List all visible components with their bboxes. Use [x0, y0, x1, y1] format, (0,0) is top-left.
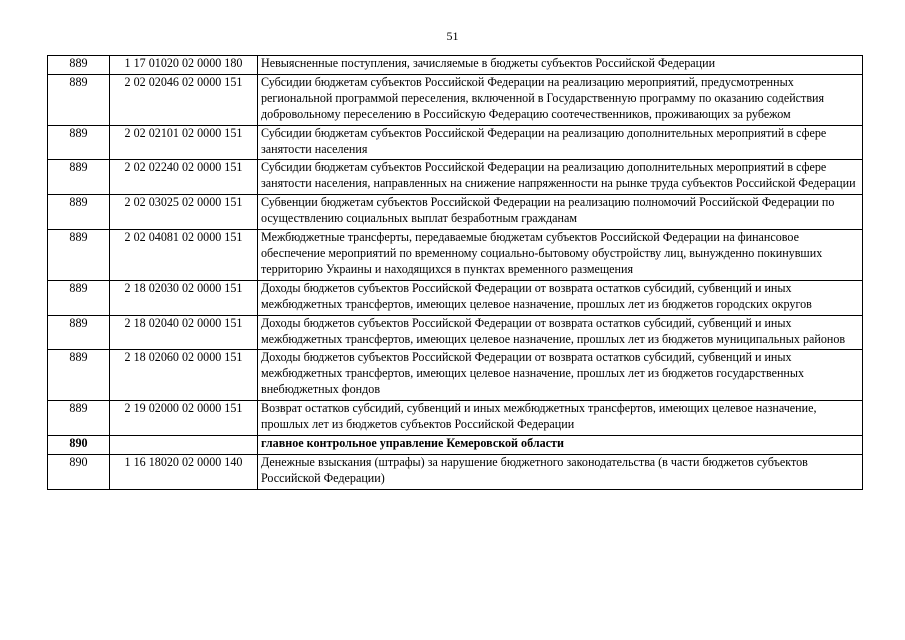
table-row: [48, 56, 863, 75]
admin-code-cell: 889: [48, 125, 110, 160]
table-row: [48, 280, 863, 315]
table-body: [48, 56, 863, 490]
table-row: [48, 435, 863, 454]
budget-code-cell: 1 17 01020 02 0000 180: [110, 56, 258, 75]
revenue-name-cell: Доходы бюджетов субъектов Российской Федерации от возврата остатков субсидий, субвенций и иных межбюджетных трансфертов, имеющих целевое назначение, прошлых лет из бюджетов муниципальных районов: [258, 315, 863, 350]
revenue-name-cell: Субсидии бюджетам субъектов Российской Федерации на реализацию дополнительных мероприятий в сфере занятости населения: [258, 125, 863, 160]
revenue-name-cell: Возврат остатков субсидий, субвенций и иных межбюджетных трансфертов, имеющих целевое назначение, прошлых лет из бюджетов субъектов Российской Федерации: [258, 401, 863, 436]
admin-code-cell: 890: [48, 435, 110, 454]
table-row: [48, 74, 863, 125]
admin-code-cell: 889: [48, 195, 110, 230]
revenue-name-cell: Денежные взыскания (штрафы) за нарушение бюджетного законодательства (в части бюджетов субъектов Российской Федерации): [258, 454, 863, 489]
revenue-name-cell: главное контрольное управление Кемеровской области: [258, 435, 863, 454]
admin-code-cell: 889: [48, 350, 110, 401]
revenue-name-cell: Невыясненные поступления, зачисляемые в бюджеты субъектов Российской Федерации: [258, 56, 863, 75]
table-row: [48, 401, 863, 436]
table-row: [48, 125, 863, 160]
admin-code-cell: 890: [48, 454, 110, 489]
budget-code-cell: 2 02 03025 02 0000 151: [110, 195, 258, 230]
admin-code-cell: 889: [48, 315, 110, 350]
budget-code-cell: 2 02 02101 02 0000 151: [110, 125, 258, 160]
admin-code-cell: 889: [48, 160, 110, 195]
budget-code-cell: 2 18 02060 02 0000 151: [110, 350, 258, 401]
table-row: [48, 454, 863, 489]
budget-code-cell: 2 18 02030 02 0000 151: [110, 280, 258, 315]
budget-classification-table: [47, 55, 863, 490]
admin-code-cell: 889: [48, 280, 110, 315]
revenue-name-cell: Субсидии бюджетам субъектов Российской Федерации на реализацию дополнительных мероприятий в сфере занятости населения, направленных на снижение напряженности на рынке труда субъектов Российской Федерации: [258, 160, 863, 195]
admin-code-cell: 889: [48, 401, 110, 436]
admin-code-cell: 889: [48, 74, 110, 125]
table-row: [48, 195, 863, 230]
revenue-name-cell: Доходы бюджетов субъектов Российской Федерации от возврата остатков субсидий, субвенций и иных межбюджетных трансфертов, имеющих целевое назначение, прошлых лет из бюджетов государственных внебюджетных фондов: [258, 350, 863, 401]
budget-code-cell: 2 02 02240 02 0000 151: [110, 160, 258, 195]
budget-code-cell: 2 02 02046 02 0000 151: [110, 74, 258, 125]
revenue-name-cell: Субвенции бюджетам субъектов Российской Федерации на реализацию полномочий Российской Федерации по осуществлению социальных выплат безработным гражданам: [258, 195, 863, 230]
budget-code-cell: 2 19 02000 02 0000 151: [110, 401, 258, 436]
revenue-name-cell: Субсидии бюджетам субъектов Российской Федерации на реализацию мероприятий, предусмотренных региональной программой переселения, включенной в Государственную программу по оказанию содействия добровольному переселению в Российскую Федерацию соотечественников, проживающих за рубежом: [258, 74, 863, 125]
revenue-name-cell: Доходы бюджетов субъектов Российской Федерации от возврата остатков субсидий, субвенций и иных межбюджетных трансфертов, имеющих целевое назначение, прошлых лет из бюджетов городских округов: [258, 280, 863, 315]
admin-code-cell: 889: [48, 56, 110, 75]
budget-code-cell: 2 18 02040 02 0000 151: [110, 315, 258, 350]
table-row: [48, 315, 863, 350]
budget-code-cell: 2 02 04081 02 0000 151: [110, 230, 258, 281]
table-row: [48, 230, 863, 281]
revenue-name-cell: Межбюджетные трансферты, передаваемые бюджетам субъектов Российской Федерации на финансовое обеспечение мероприятий по временному социально-бытовому обустройству лиц, вынужденно покинувших территорию Украины и находящихся в пунктах временного размещения: [258, 230, 863, 281]
page-number: 51: [446, 29, 459, 43]
table-row: [48, 350, 863, 401]
table-row: [48, 160, 863, 195]
admin-code-cell: 889: [48, 230, 110, 281]
budget-code-cell: [110, 435, 258, 454]
budget-code-cell: 1 16 18020 02 0000 140: [110, 454, 258, 489]
